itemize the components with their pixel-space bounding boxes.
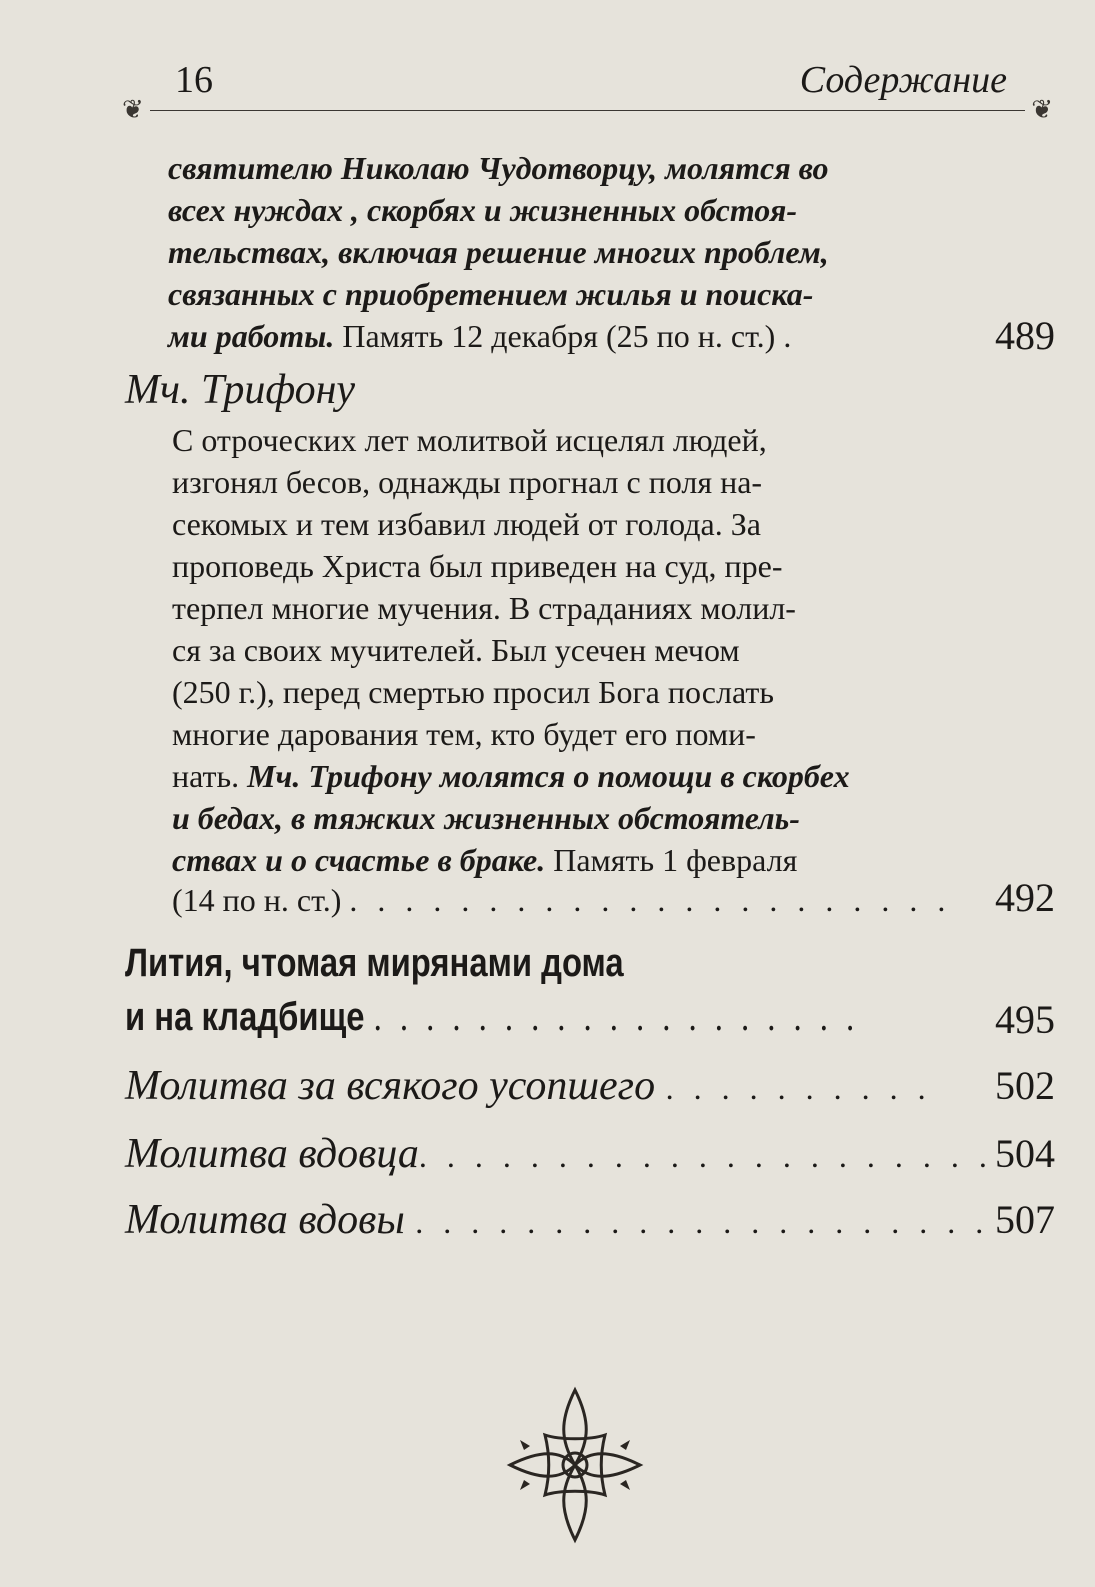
text-line: всех нуждах , скорбях и жизненных обстоя- bbox=[168, 192, 797, 228]
text-line bbox=[172, 756, 850, 796]
leader-dots: . . . . . . . . . . . . . . . . . . . . . . bbox=[349, 882, 952, 918]
text-line: и бедах, в тяжких жизненных обстоятель- bbox=[172, 800, 800, 836]
page-header bbox=[0, 0, 1095, 130]
text-plain: нать. bbox=[172, 758, 248, 794]
text-plain: (14 по н. ст.) bbox=[172, 882, 342, 918]
page-ref[interactable]: 504 bbox=[995, 1131, 1055, 1176]
text-line: святителю Николаю Чудотворцу, молятся во bbox=[168, 150, 829, 186]
celtic-knot-ornament-icon bbox=[500, 1380, 650, 1550]
page-number: 16 bbox=[175, 59, 213, 101]
toc-title-text: Молитва вдовца bbox=[125, 1131, 419, 1177]
toc-item-title bbox=[125, 1130, 993, 1180]
entry-title[interactable]: Лития, чтомая мирянами дома bbox=[125, 941, 624, 985]
entry-title[interactable] bbox=[125, 994, 859, 1040]
text-line: терпел многие мучения. В страданиях молил- bbox=[172, 590, 796, 626]
leader-dots: . . . . . . . . . . bbox=[665, 1070, 932, 1106]
page-ref[interactable]: 492 bbox=[995, 875, 1055, 920]
toc-item-title bbox=[125, 1062, 932, 1112]
leader-dots: . . . . . . . . . . . . . . . . . . . . . bbox=[415, 1204, 990, 1240]
page-ref[interactable]: 495 bbox=[995, 997, 1055, 1042]
text-line: С отроческих лет молитвой исцелял людей, bbox=[172, 422, 767, 458]
page-ref[interactable]: 507 bbox=[995, 1197, 1055, 1242]
text-line: секомых и тем избавил людей от голода. За bbox=[172, 506, 761, 542]
header-rule bbox=[150, 110, 1025, 111]
toc-title-text: Молитва за всякого усопшего bbox=[125, 1063, 656, 1109]
running-title: Содержание bbox=[799, 59, 1007, 101]
vine-flourish-right-icon: ❦ bbox=[1031, 95, 1053, 124]
text-bold-italic: Мч. Трифону молятся о помощи в скорбех bbox=[247, 758, 850, 794]
toc-item-title bbox=[125, 1196, 989, 1246]
leader-dots: . . . . . . . . . . . . . . . . . . . . . bbox=[418, 1138, 993, 1174]
text-line: ся за своих мучителей. Был усечен мечом bbox=[172, 632, 740, 668]
text-plain: Память 12 декабря (25 по н. ст.) . bbox=[334, 318, 792, 354]
text-line: тельствах, включая решение многих проблем, bbox=[168, 234, 829, 270]
text-bold-italic: ствах и о счастье в браке. bbox=[172, 842, 546, 878]
text-bold: и на кладбище bbox=[125, 995, 365, 1039]
text-line: многие дарования тем, кто будет его поми- bbox=[172, 716, 756, 752]
page-ref[interactable]: 502 bbox=[995, 1063, 1055, 1108]
text-line bbox=[172, 840, 797, 880]
entry-title[interactable]: Мч. Трифону bbox=[125, 367, 356, 413]
text-line bbox=[168, 316, 791, 356]
vine-flourish-left-icon: ❦ bbox=[122, 95, 144, 124]
text-line: (250 г.), перед смертью просил Бога послать bbox=[172, 674, 774, 710]
text-line: изгонял бесов, однажды прогнал с поля на- bbox=[172, 464, 763, 500]
text-bold-italic: ми работы. bbox=[168, 318, 335, 354]
leader-dots: . . . . . . . . . . . . . . . . . . . bbox=[373, 994, 860, 1039]
text-line: проповедь Христа был приведен на суд, пре- bbox=[172, 548, 783, 584]
toc-title-text: Молитва вдовы bbox=[125, 1197, 405, 1243]
text-line bbox=[172, 880, 951, 920]
text-line: связанных с приобретением жилья и поиска- bbox=[168, 276, 814, 312]
page-ref[interactable]: 489 bbox=[995, 313, 1055, 358]
text-plain: Память 1 февраля bbox=[545, 842, 798, 878]
